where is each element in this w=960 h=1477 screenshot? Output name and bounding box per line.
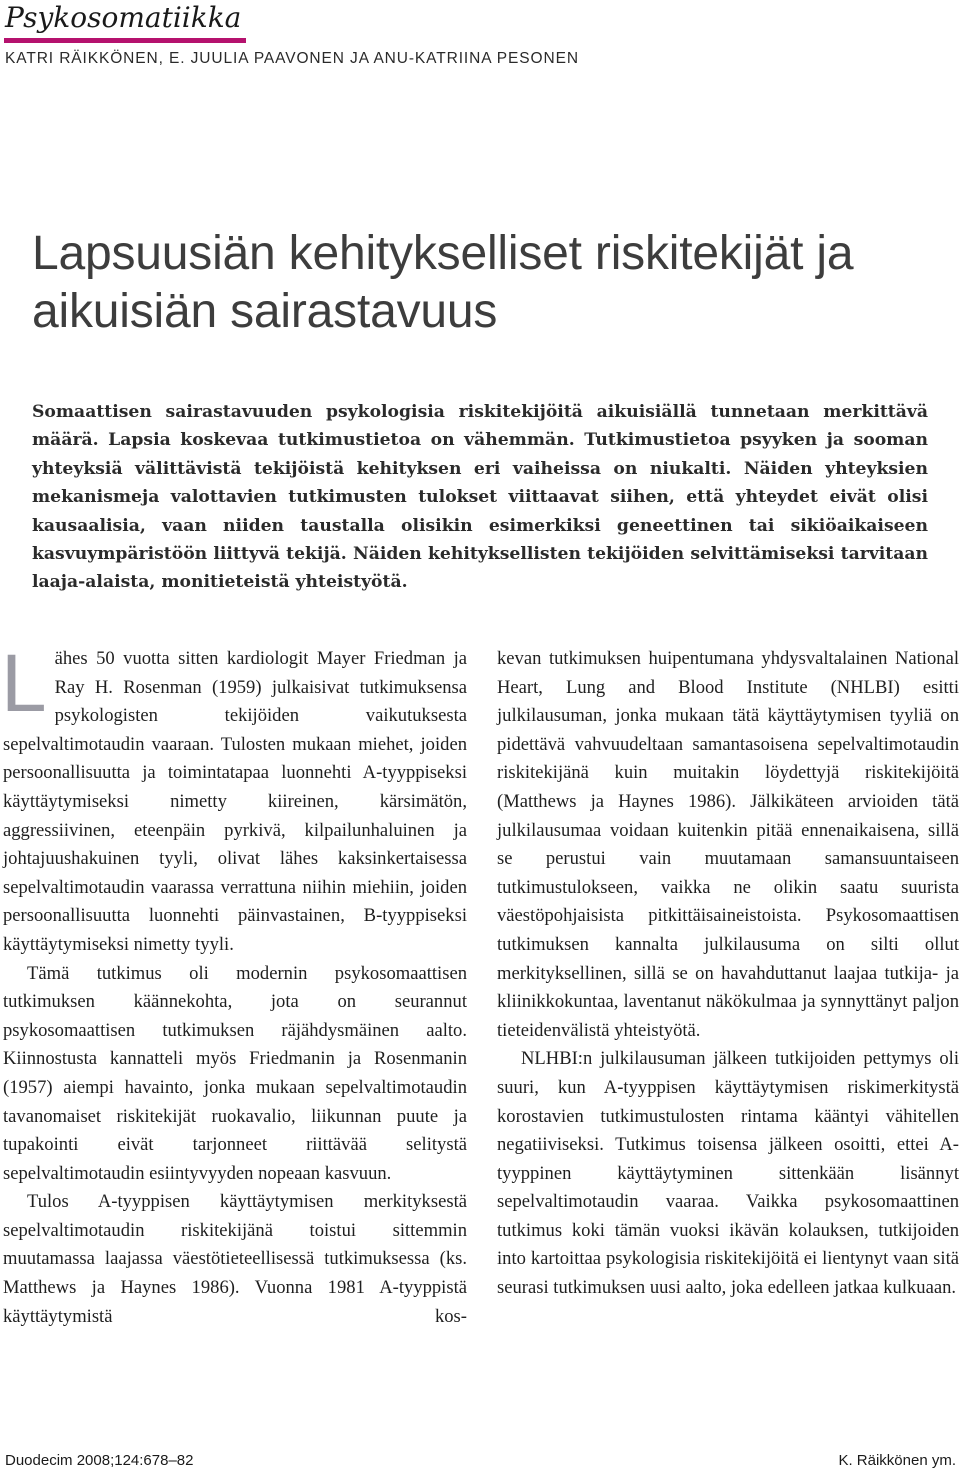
- body-paragraph: Tulos A-tyyppisen käyttäytymisen merkityksestä sepelvaltimotaudin riskitekijänä toistui sittemmin muutamassa laajassa väestötieteellisessä tutkimuksessa (ks. Matthews ja Haynes 1986). Vuonna 1981 A-tyyppistä käyttäytymistä kos-: [3, 1191, 467, 1327]
- article-abstract: Somaattisen sairastavuuden psykologisia riskitekijöitä aikuisiällä tunnetaan merkittävä määrä. Lapsia koskevaa tutkimustietoa on vähemmän. Tutkimustietoa psyyken ja sooman yhteyksiä välittävistä tekijöistä kehityksen eri vaiheissa on niukalti. Näiden yhteyksien mekanismeja valottavien tutkimusten tulokset viittaavat siihen, että yhteydet eivät olisi kausaalisia, vaan niiden taustalla olisikin esimerkiksi geneettinen tai sikiöaikaiseen kasvuympäristöön liittyvä tekijä. Näiden kehityksellisten tekijöiden selvittämiseksi tarvitaan laaja-alaista, monitieteistä yhteistyötä.: [32, 402, 928, 593]
- body-column-right: [497, 645, 959, 1303]
- paragraph-text: ähes 50 vuotta sitten kardiologit Mayer Friedman ja Ray H. Rosenman (1959) julkaisivat tutkimuksensa psykologisten tekijöiden vaikutuksesta sepelvaltimotaudin vaaraan. Tulosten mukaan miehet, joiden persoonallisuutta ja toimintatapaa luonnehti A-tyyppiseksi käyttäytymiseksi nimetty kiireinen, kärsimätön, aggressiivinen, eteenpäin pyrkivä, kilpailunhaluinen ja johtajuushakuinen tyyli, olivat lähes kaksinkertaisessa sepelvaltimotaudin vaarassa verrattuna niihin miehiin, joiden persoonallisuutta luonnehti päinvastainen, B-tyyppiseksi käyttäytymiseksi nimetty tyyli.: [3, 648, 467, 955]
- article-title: Lapsuusiän kehitykselliset riskitekijät ja aikuisiän sairastavuus: [32, 227, 854, 338]
- section-title: Psykosomatiikka: [5, 1, 242, 34]
- journal-citation: Duodecim 2008;124:678–82: [5, 1452, 194, 1469]
- body-column-left: [1, 638, 467, 1331]
- author-list: KATRI RÄIKKÖNEN, E. JUULIA PAAVONEN JA ANU-KATRIINA PESONEN: [5, 50, 579, 67]
- body-paragraph: [1, 638, 467, 960]
- section-accent-rule: [4, 38, 246, 43]
- body-paragraph: NLHBI:n julkilausuman jälkeen tutkijoiden pettymys oli suuri, kun A-tyyppisen käyttäytymisen riskimerkitystä korostavien tutkimustulosten rintama kääntyi vähitellen negatiiviseksi. Tutkimus toisensa jälkeen osoitti, ettei A-tyyppinen käyttäytyminen sittenkään lisännyt sepelvaltimotaudin vaaraa. Vaikka psykosomaattinen tutkimus koki tämän vuoksi ikävän kolauksen, tutkijoiden into kartoittaa psykologisia riskitekijöitä ei lientynyt vaan sitä seurasi tutkimuksen uusi aalto, joka edelleen jatkaa kulkuaan.: [497, 1048, 959, 1299]
- body-paragraph: Tämä tutkimus oli modernin psykosomaattisen tutkimuksen käännekohta, jota on seurannut psykosomaattisen tutkimuksen räjähdysmäinen aalto. Kiinnostusta kannatteli myös Friedmanin ja Rosenmanin (1957) aiempi havainto, jonka mukaan sepelvaltimotaudin tavanomaiset riskitekijät ruokavalio, liikunnan puute ja tupakointi eivät tarjonneet riittävää selitystä sepelvaltimotaudin esiintyvyyden nopeaan kasvuun.: [3, 962, 467, 1184]
- running-author: K. Räikkönen ym.: [838, 1452, 956, 1469]
- drop-cap: L: [1, 638, 47, 729]
- body-paragraph: kevan tutkimuksen huipentumana yhdysvaltalainen National Heart, Lung and Blood Institute (NHLBI) esitti julkilausuman, jonka mukaan tätä käyttäytymisen tyyliä on pidettävä vahvuudeltaan samantasoisena sepelvaltimotaudin riskitekijänä kuin muitakin löydettyjä riskitekijöitä (Matthews ja Haynes 1986). Jälkikäteen arvioiden tätä julkilausumaa voidaan kuitenkin pitää ennenaikaisena, sillä se perustui vain muutamaan samansuuntaiseen tutkimustulokseen, vaikka ne olikin saatu suurista väestöpohjaisista pitkittäisaineistoista. Psykosomaattisen tutkimuksen kannalta julkilausuma on silti ollut merkityksellinen, sillä se on havahduttanut laajaa tutkija- ja kliinikkokuntaa, laventanut näkökulmaa ja synnyttänyt paljon tieteidenvälistä yhteistyötä.: [497, 648, 959, 1041]
